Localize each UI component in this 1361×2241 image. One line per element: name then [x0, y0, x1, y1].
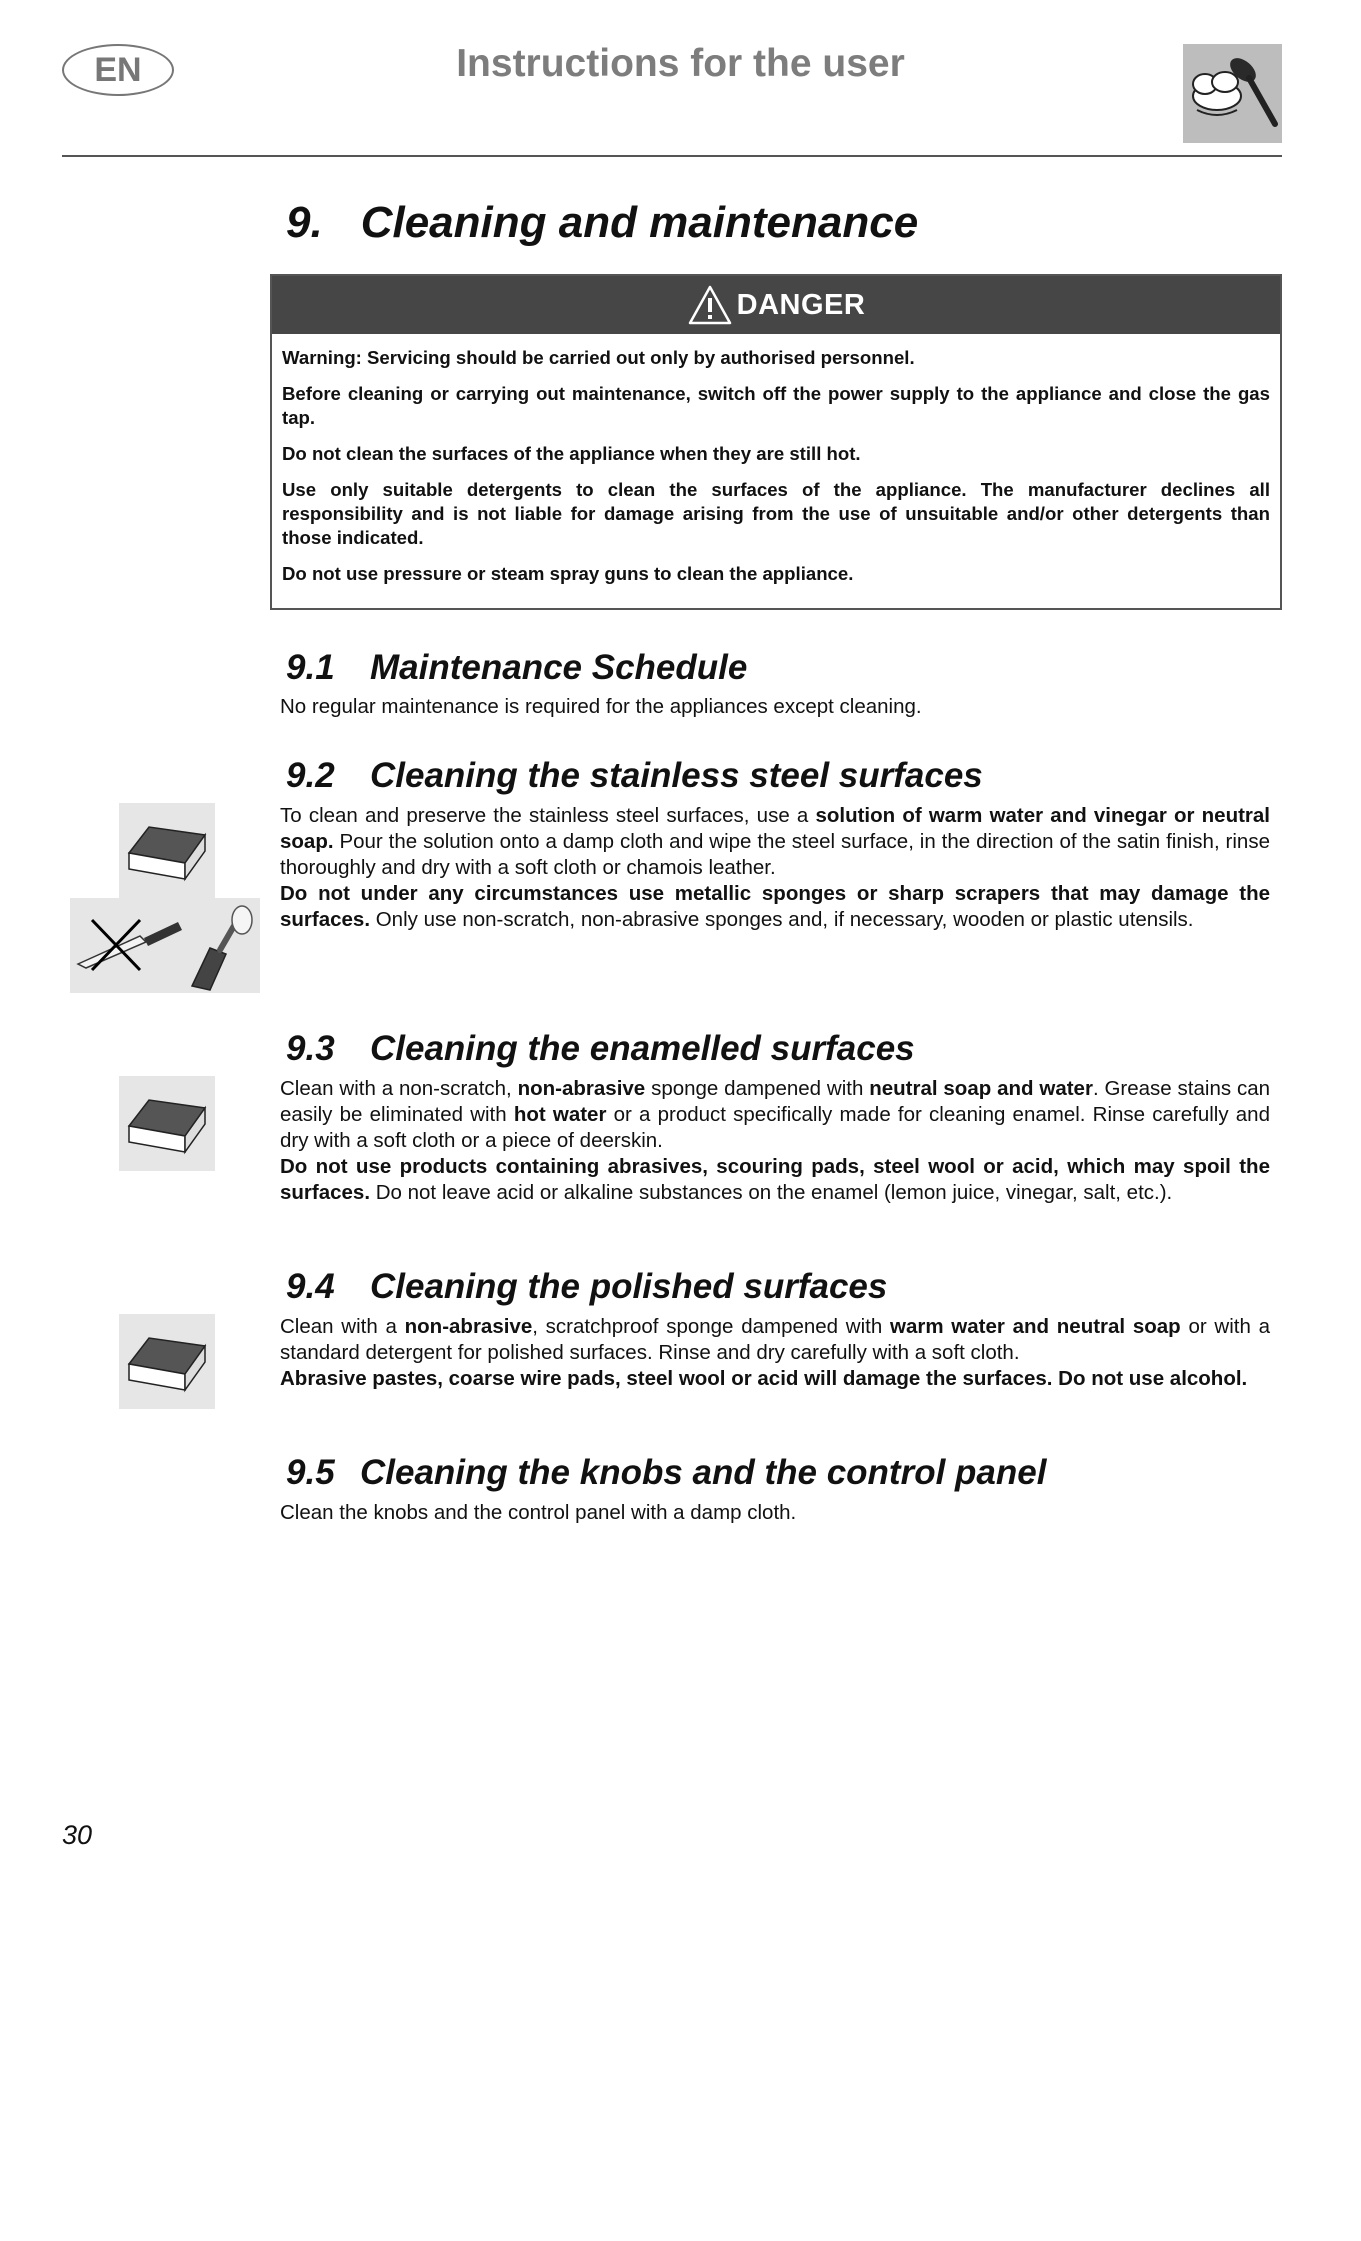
section-title: Cleaning the stainless steel surfaces [370, 756, 983, 795]
chef-spoon-icon [1183, 44, 1282, 143]
language-badge: EN [62, 44, 174, 96]
sponge-icon [119, 1314, 215, 1409]
section-9-heading [286, 198, 918, 248]
utensil-images [70, 898, 260, 993]
danger-line: Do not use pressure or steam spray guns to clean the appliance. [282, 563, 854, 584]
page-header-title: Instructions for the user [456, 42, 905, 85]
section-title: Cleaning the enamelled surfaces [370, 1029, 915, 1068]
danger-text [272, 334, 1280, 586]
danger-line: Warning: Servicing should be carried out only by authorised personnel. [282, 347, 915, 368]
section-9-4-heading [286, 1267, 887, 1307]
section-title: Cleaning the knobs and the control panel [360, 1453, 1047, 1492]
paragraph: Do not use products containing abrasives, scouring pads, steel wool or acid, which may spoil the surfaces. Do not leave acid or alkaline substances on the enamel (lemon juice, vinegar, salt, etc.). [280, 1155, 1270, 1204]
section-9-5-heading [286, 1453, 1046, 1493]
sponge-icon [119, 803, 215, 898]
section-9-3-heading [286, 1029, 915, 1069]
danger-box [270, 274, 1282, 610]
danger-line: Use only suitable detergents to clean the surfaces of the appliance. The manufacturer declines all responsibility and is not liable for damage arising from the use of unsuitable and/or other detergents than those indicated. [282, 479, 1270, 548]
page-number: 30 [62, 1820, 93, 1850]
paragraph: Abrasive pastes, coarse wire pads, steel wool or acid will damage the surfaces. Do not use alcohol. [280, 1367, 1248, 1390]
section-9-5-text [280, 1500, 1270, 1526]
section-9-2-text [280, 803, 1270, 933]
paragraph: Clean with a non-abrasive, scratchproof sponge dampened with warm water and neutral soap or with a standard detergent for polished surfaces. Rinse and dry carefully with a soft cloth. [280, 1315, 1270, 1364]
section-title: Maintenance Schedule [370, 648, 748, 687]
section-9-1-text [280, 694, 1270, 720]
danger-label: DANGER [736, 288, 866, 321]
header-divider [62, 155, 1282, 157]
section-9-3-text [280, 1076, 1270, 1206]
scraper-icon [192, 906, 252, 990]
danger-line: Before cleaning or carrying out maintenance, switch off the power supply to the appliance and close the gas tap. [282, 383, 1270, 428]
warning-triangle-icon [687, 284, 733, 326]
paragraph: Do not under any circumstances use metallic sponges or sharp scrapers that may damage the surfaces. Only use non-scratch, non-abrasive sponges and, if necessary, wooden or plastic utensils. [280, 882, 1270, 931]
section-9-title: Cleaning and maintenance [360, 198, 919, 247]
section-9-1-heading [286, 648, 747, 688]
danger-line: Do not clean the surfaces of the appliance when they are still hot. [282, 443, 861, 464]
section-9-2-heading [286, 756, 983, 796]
crossed-knife-icon [70, 898, 260, 993]
section-number: 9.5 [286, 1453, 335, 1492]
section-number: 9.4 [286, 1267, 335, 1306]
paragraph: No regular maintenance is required for the appliances except cleaning. [280, 695, 922, 718]
paragraph: Clean the knobs and the control panel with a damp cloth. [280, 1501, 797, 1524]
section-title: Cleaning the polished surfaces [370, 1267, 888, 1306]
danger-banner [272, 276, 1280, 334]
section-9-number: 9. [286, 198, 323, 247]
sponge-icon [119, 1076, 215, 1171]
paragraph: Clean with a non-scratch, non-abrasive sponge dampened with neutral soap and water. Grease stains can easily be eliminated with hot water or a product specifically made for cleaning enamel. Rinse carefully and dry with a soft cloth or a piece of deerskin. [280, 1077, 1270, 1152]
section-9-4-text [280, 1314, 1270, 1392]
section-number: 9.2 [286, 756, 335, 795]
section-number: 9.1 [286, 648, 335, 687]
section-number: 9.3 [286, 1029, 335, 1068]
paragraph: To clean and preserve the stainless steel surfaces, use a solution of warm water and vinegar or neutral soap. Pour the solution onto a damp cloth and wipe the steel surface, in the direction of the satin finish, rinse thoroughly and dry with a soft cloth or chamois leather. [280, 804, 1270, 879]
